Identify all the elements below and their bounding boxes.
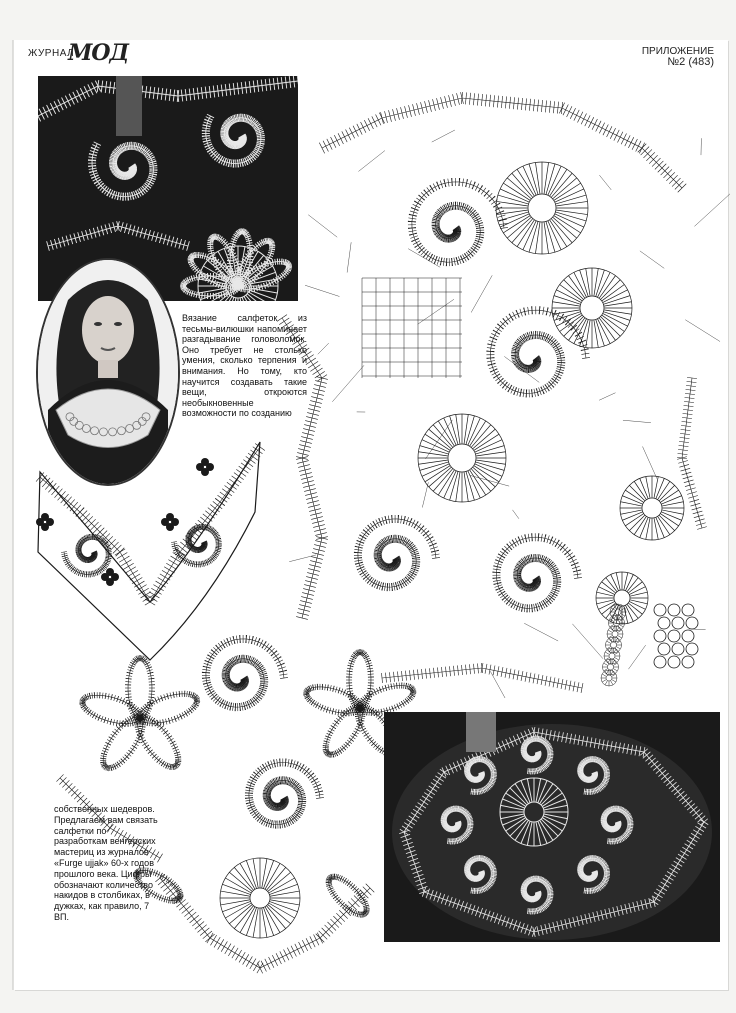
magazine-prefix: ЖУРНАЛ	[28, 48, 75, 59]
flower-lace-diagram	[30, 598, 440, 988]
small-motif-diagram-2	[650, 598, 700, 678]
small-motif-diagram-1	[588, 602, 648, 692]
supplement-label: ПРИЛОЖЕНИЕ	[641, 46, 714, 57]
magazine-name: МОД	[68, 40, 129, 66]
pattern-caption: собственных шедевров. Предлагаем вам связать салфетки по разработкам венгерских мастериц из журналов «Furge ujjak» 60-х годов прошлого века. Цифры обозначают количество накидов в столбиках, в дужках, как правило, 7 ВП.	[54, 804, 158, 922]
top-doily-photo	[38, 76, 298, 301]
issue-label	[642, 46, 714, 68]
issue-number: №2 (483)	[667, 56, 714, 68]
intro-caption: Вязание салфеток из тесьмы-вилюшки напоминает разгадывание головоломок. Оно требует не столько умения, сколько терпения и внимания. Но тому, кто научится создавать такие вещи, откроются необыкновенные возможности по созданию	[182, 313, 307, 419]
bottom-doily-photo	[384, 712, 720, 942]
